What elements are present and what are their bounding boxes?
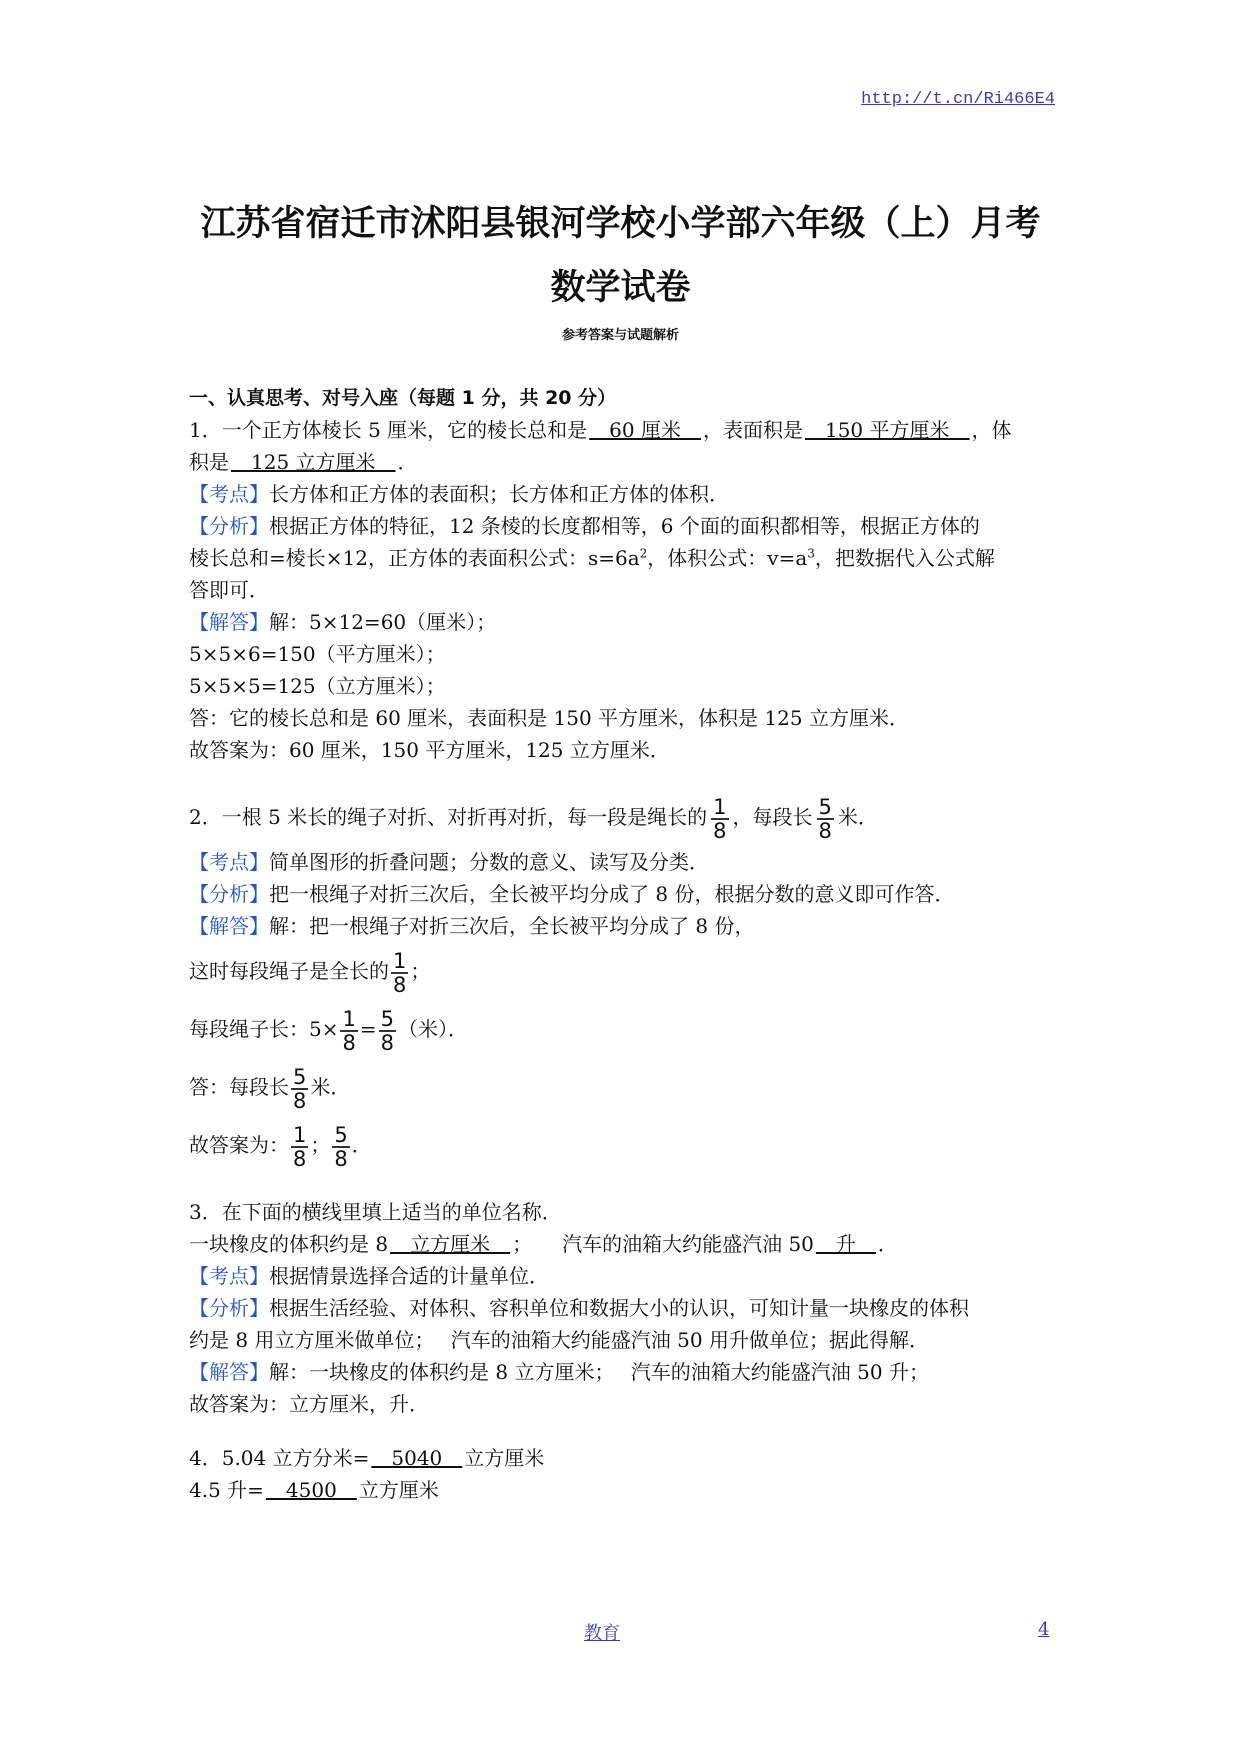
jieda-text: ； <box>310 1133 331 1157</box>
q3-answer-1: 立方厘米 <box>390 1232 511 1256</box>
fraction: $\frac{5}{8}$ <box>818 794 832 843</box>
jieda-text: 每段绳子长：5× <box>189 1017 339 1041</box>
q4-text: 4．5.04 立方分米= <box>189 1446 370 1470</box>
document-body <box>189 382 1055 1506</box>
kaodian-tag: 【考点】 <box>189 482 269 506</box>
q1-jieda-line2: 5×5×6=150（平方厘米）； <box>189 642 446 666</box>
q2-answer-2 <box>813 794 838 843</box>
q1-answer-1: 60 厘米 <box>589 418 701 442</box>
q2-text: 2．一根 5 米长的绳子对折、对折再对折，每一段是绳长的 <box>189 805 708 829</box>
q1-jieda-line5: 故答案为：60 厘米，150 平方厘米，125 立方厘米． <box>189 738 670 762</box>
fenxi-text: ，把数据代入公式解 <box>814 546 995 570</box>
fenxi-text: 根据正方体的特征，12 条棱的长度都相等，6 个面的面积都相等，根据正方体的 <box>269 514 980 538</box>
superscript: 2 <box>639 546 648 561</box>
kaodian-text: 简单图形的折叠问题；分数的意义、读写及分类． <box>269 850 709 874</box>
fraction: $\frac{1}{8}$ <box>393 948 407 997</box>
jieda-text: 解：把一根绳子对折三次后，全长被平均分成了 8 份， <box>269 914 755 938</box>
fenxi-text: 把一根绳子对折三次后，全长被平均分成了 8 份，根据分数的意义即可作答． <box>269 882 955 906</box>
fenxi-tag: 【分析】 <box>189 514 269 538</box>
q3-text: ； 汽车的油箱大约能盛汽油 50 <box>512 1232 814 1256</box>
q1-answer-3: 125 立方厘米 <box>231 450 396 474</box>
q1-stem-line1 <box>189 414 1055 446</box>
q1-fenxi-line3: 答即可． <box>189 578 269 602</box>
spacer <box>189 1420 1055 1442</box>
q1-stem-line2 <box>189 446 1055 478</box>
q2-jieda-line5 <box>189 1116 1055 1174</box>
jieda-text: 解：5×12=60（厘米）； <box>269 610 497 634</box>
footer-link[interactable]: 教育 <box>584 1623 620 1644</box>
jieda-tag: 【解答】 <box>189 914 269 938</box>
page-title-line2: 数学试卷 <box>550 268 691 308</box>
section-heading: 一、认真思考、对号入座（每题 1 分，共 20 分） <box>189 387 617 409</box>
q1-fenxi-line2 <box>189 542 1055 574</box>
q1-text: ． <box>397 450 418 474</box>
fraction: $\frac{1}{8}$ <box>342 1006 356 1055</box>
jieda-text: ； <box>410 959 431 983</box>
q2-jieda <box>189 910 1055 942</box>
q2-text: ，每段长 <box>732 805 813 829</box>
source-link[interactable]: http://t.cn/Ri466E4 <box>861 90 1055 109</box>
q1-answer-2: 150 平方厘米 <box>804 418 970 442</box>
q4-answer-2: 4500 <box>265 1478 357 1502</box>
q1-jieda-line4: 答：它的棱长总和是 60 厘米，表面积是 150 平方厘米，体积是 125 立方厘米． <box>189 706 909 730</box>
q3-text: ． <box>877 1232 898 1256</box>
jieda-text: 故答案为： <box>189 1133 289 1157</box>
q1-fenxi <box>189 510 1055 542</box>
jieda-tag: 【解答】 <box>189 610 269 634</box>
q2-stem <box>189 788 1055 846</box>
q4-text: 4.5 升= <box>189 1478 264 1502</box>
q3-stem-line2 <box>189 1228 1055 1260</box>
q4-stem-line2 <box>189 1474 1055 1506</box>
page-subtitle: 参考答案与试题解析 <box>561 328 679 343</box>
kaodian-tag: 【考点】 <box>189 1264 269 1288</box>
page-number[interactable]: 4 <box>1038 1619 1050 1640</box>
q1-text: 1．一个正方体棱长 5 厘米，它的棱长总和是 <box>189 418 588 442</box>
fraction: $\frac{5}{8}$ <box>334 1122 348 1171</box>
q4-text: 立方厘米 <box>464 1446 545 1470</box>
q3-fenxi-line2: 约是 8 用立方厘米做单位； 汽车的油箱大约能盛汽油 50 用升做单位；据此得解． <box>189 1328 929 1352</box>
q1-kaodian <box>189 478 1055 510</box>
q2-answer-1 <box>707 794 732 843</box>
q4-answer-1: 5040 <box>371 1446 463 1470</box>
jieda-text: 解：一块橡皮的体积约是 8 立方厘米； 汽车的油箱大约能盛汽油 50 升； <box>269 1360 929 1384</box>
jieda-text: 这时每段绳子是全长的 <box>189 959 389 983</box>
q3-stem: 3．在下面的横线里填上适当的单位名称． <box>189 1200 562 1224</box>
q2-jieda-line4 <box>189 1058 1055 1116</box>
fraction: $\frac{5}{8}$ <box>293 1064 307 1113</box>
fenxi-text: 棱长总和=棱长×12，正方体的表面积公式：s=6a <box>189 546 640 570</box>
q1-text: 积是 <box>189 450 229 474</box>
fraction: $\frac{1}{8}$ <box>293 1122 307 1171</box>
jieda-text: ． <box>351 1133 372 1157</box>
q2-kaodian <box>189 846 1055 878</box>
q3-fenxi <box>189 1292 1055 1324</box>
q1-jieda-line3: 5×5×5=125（立方厘米）； <box>189 674 446 698</box>
fenxi-tag: 【分析】 <box>189 1296 269 1320</box>
q2-text: 米． <box>837 805 878 829</box>
q3-answer-2: 升 <box>815 1232 876 1256</box>
q3-kaodian <box>189 1260 1055 1292</box>
q1-text: ，体 <box>971 418 1012 442</box>
q3-jieda-line2: 故答案为：立方厘米，升． <box>189 1392 429 1416</box>
jieda-text: （米）． <box>398 1017 468 1041</box>
jieda-text: = <box>359 1017 377 1041</box>
spacer <box>189 1174 1055 1196</box>
q2-fenxi <box>189 878 1055 910</box>
q1-jieda <box>189 606 1055 638</box>
q4-text: 立方厘米 <box>358 1478 439 1502</box>
jieda-tag: 【解答】 <box>189 1360 269 1384</box>
jieda-text: 米． <box>310 1075 351 1099</box>
kaodian-text: 根据情景选择合适的计量单位． <box>269 1264 549 1288</box>
fenxi-text: 根据生活经验、对体积、容积单位和数据大小的认识，可知计量一块橡皮的体积 <box>269 1296 969 1320</box>
q2-jieda-line3 <box>189 1000 1055 1058</box>
q2-jieda-line2 <box>189 942 1055 1000</box>
q1-text: ，表面积是 <box>702 418 803 442</box>
fenxi-tag: 【分析】 <box>189 882 269 906</box>
fraction: $\frac{5}{8}$ <box>380 1006 394 1055</box>
kaodian-text: 长方体和正方体的表面积；长方体和正方体的体积． <box>269 482 729 506</box>
page-title: 江苏省宿迁市沭阳县银河学校小学部六年级（上）月考 <box>200 204 1041 244</box>
q4-stem <box>189 1442 1055 1474</box>
spacer <box>189 766 1055 788</box>
fraction: $\frac{1}{8}$ <box>713 794 727 843</box>
kaodian-tag: 【考点】 <box>189 850 269 874</box>
q3-text: 一块橡皮的体积约是 8 <box>189 1232 389 1256</box>
q3-jieda <box>189 1356 1055 1388</box>
fenxi-text: ，体积公式：v=a <box>647 546 808 570</box>
superscript: 3 <box>807 546 815 561</box>
jieda-text: 答：每段长 <box>189 1075 289 1099</box>
